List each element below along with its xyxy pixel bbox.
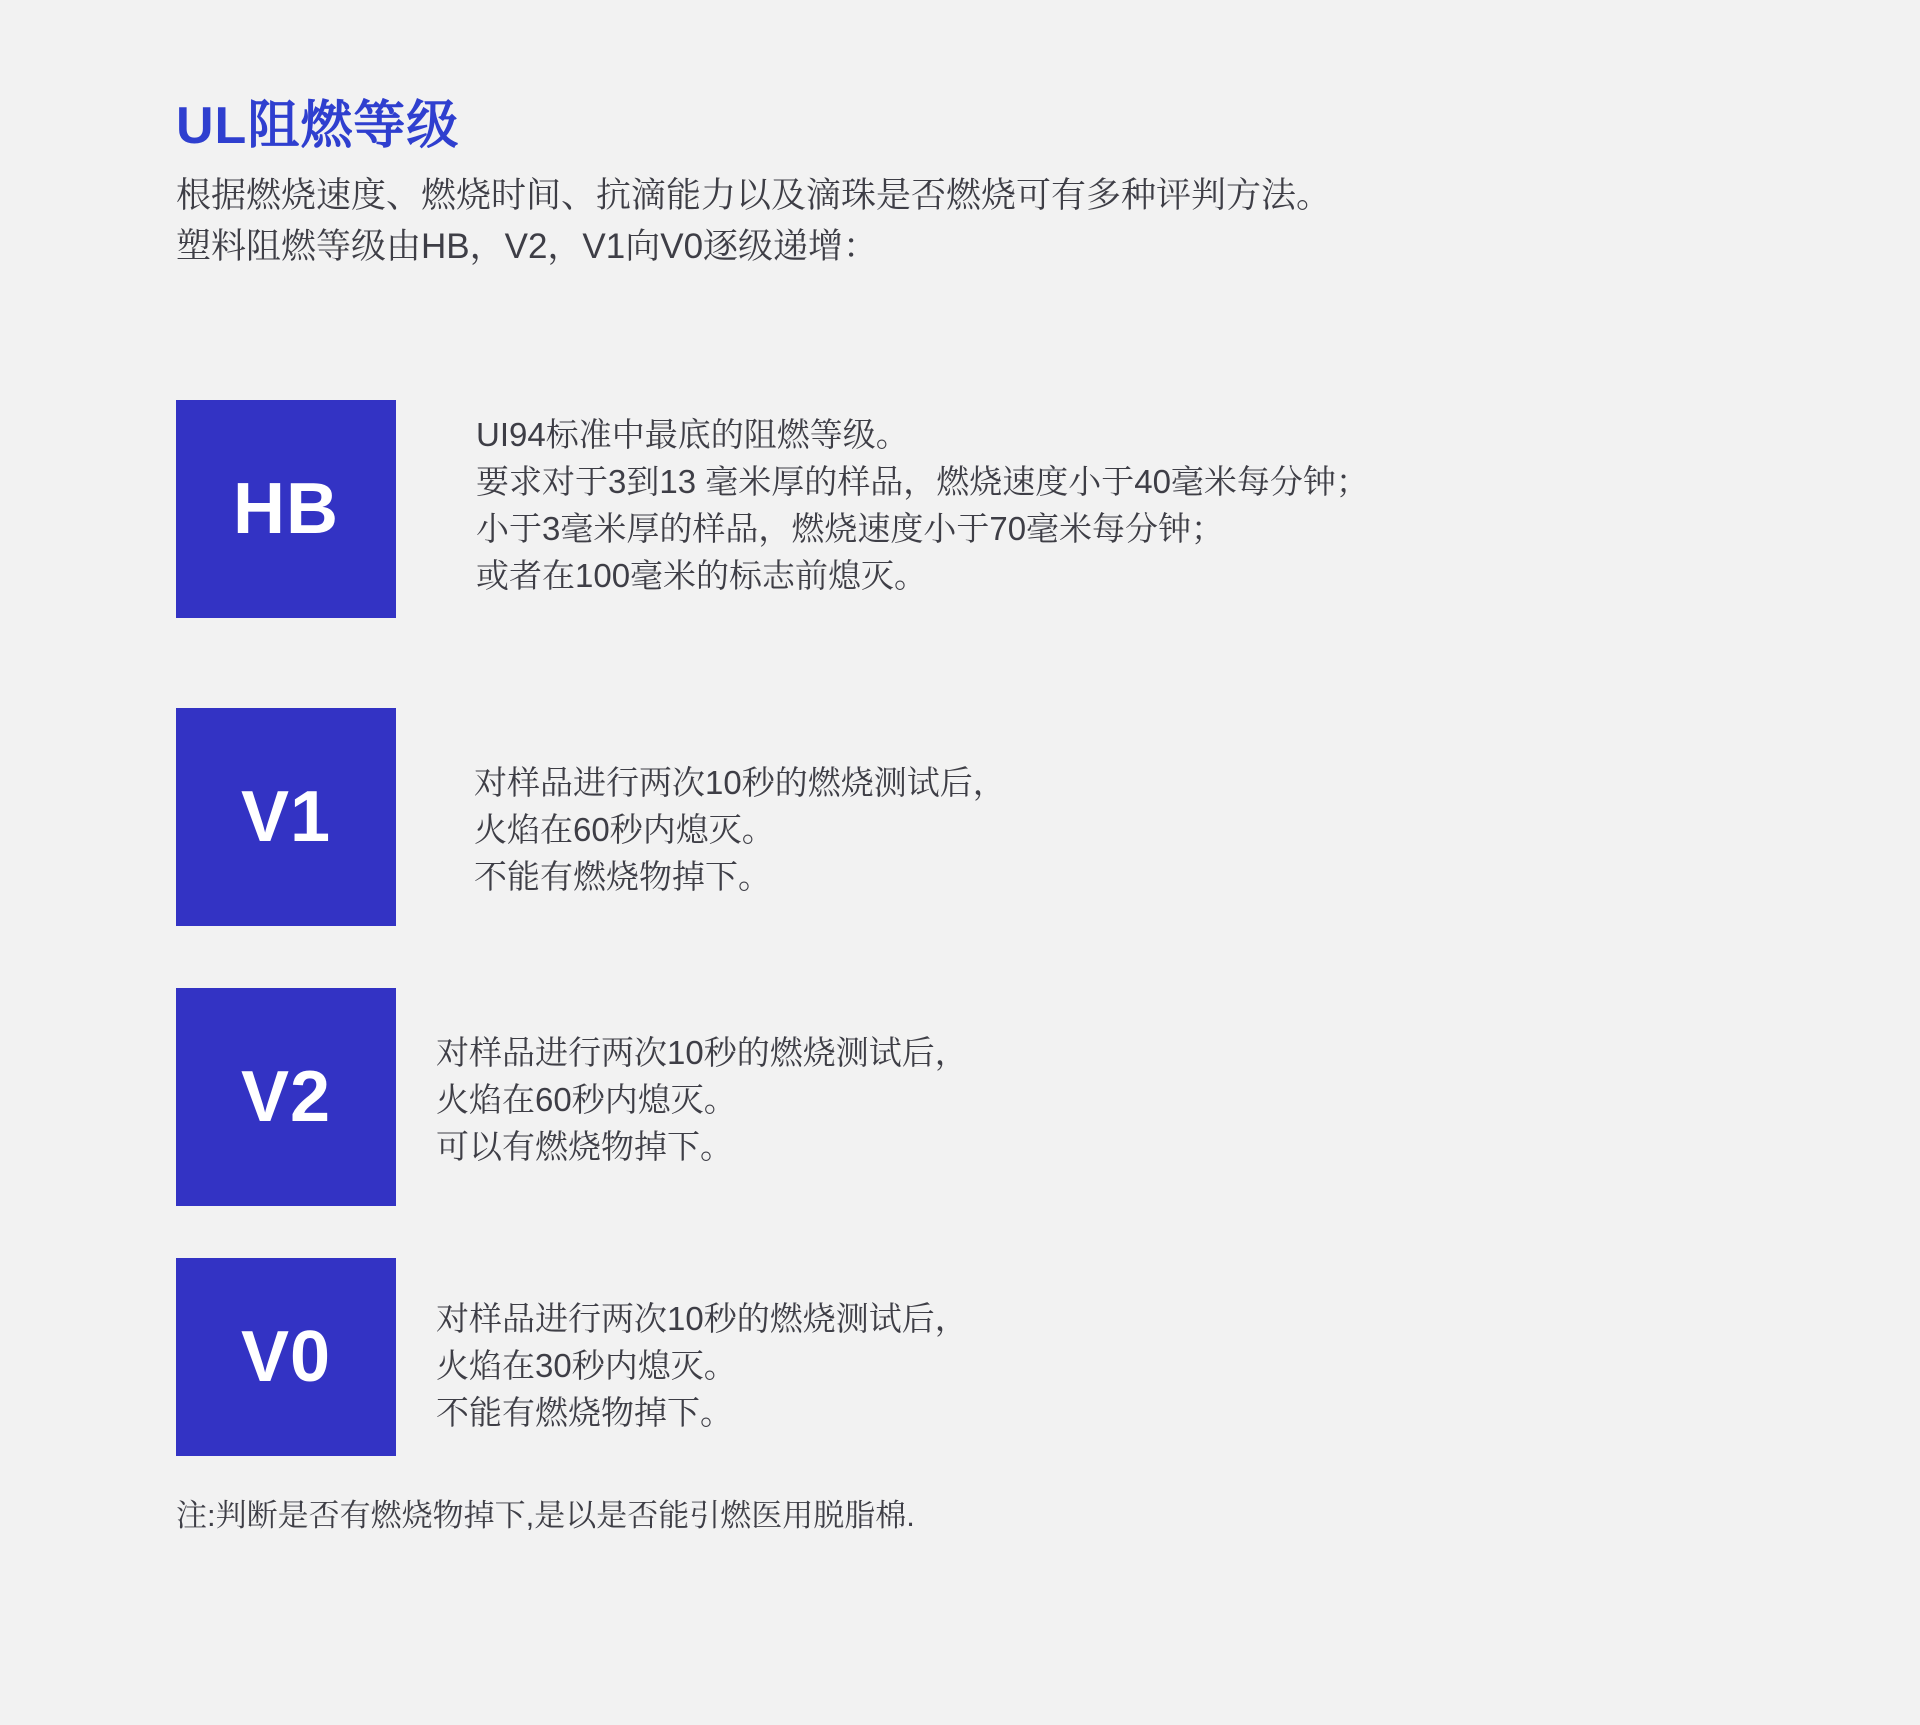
page-title: UL阻燃等级 [176,97,460,155]
grade-list [176,400,1876,1456]
grade-hb-line-4: 或者在100毫米的标志前熄灭。 [476,556,928,594]
grade-v1-line-3: 不能有燃烧物掉下。 [474,857,771,895]
grade-row-v1 [176,708,1876,926]
grade-badge-hb: HB [176,400,396,618]
grade-description-v2 [396,988,1876,1171]
grade-hb-line-2: 要求对于3到13 毫米厚的样品，燃烧速度小于40毫米每分钟； [476,462,1369,500]
footnote: 注:判断是否有燃烧物掉下,是以是否能引燃医用脱脂棉. [176,1498,915,1533]
grade-v0-line-1: 对样品进行两次10秒的燃烧测试后， [436,1300,968,1337]
grade-v2-line-1: 对样品进行两次10秒的燃烧测试后， [436,1034,968,1071]
grade-v1-line-1: 对样品进行两次10秒的燃烧测试后， [474,764,1006,801]
grade-v1-line-2: 火焰在60秒内熄灭。 [474,810,775,848]
intro-line-1: 根据燃烧速度、燃烧时间、抗滴能力以及滴珠是否燃烧可有多种评判方法。 [176,176,1332,216]
grade-description-hb [396,400,1876,599]
grade-badge-v1: V1 [176,708,396,926]
grade-badge-v0: V0 [176,1258,396,1456]
intro-line-2: 塑料阻燃等级由HB，V2，V1向V0逐级递增： [176,227,879,267]
grade-v2-line-2: 火焰在60秒内熄灭。 [436,1080,737,1118]
intro-paragraph [176,171,1836,273]
grade-hb-line-1: UI94标准中最底的阻燃等级。 [476,416,909,453]
grade-v0-line-3: 不能有燃烧物掉下。 [436,1393,733,1431]
grade-v2-line-3: 可以有燃烧物掉下。 [436,1127,733,1165]
grade-badge-v2: V2 [176,988,396,1206]
grade-description-v1 [396,708,1876,901]
grade-row-v0 [176,1258,1876,1456]
grade-row-v2 [176,988,1876,1206]
grade-description-v0 [396,1258,1876,1437]
grade-v0-line-2: 火焰在30秒内熄灭。 [436,1346,737,1384]
header-block [176,95,1836,273]
grade-hb-line-3: 小于3毫米厚的样品，燃烧速度小于70毫米每分钟； [476,509,1225,547]
grade-row-hb [176,400,1876,618]
